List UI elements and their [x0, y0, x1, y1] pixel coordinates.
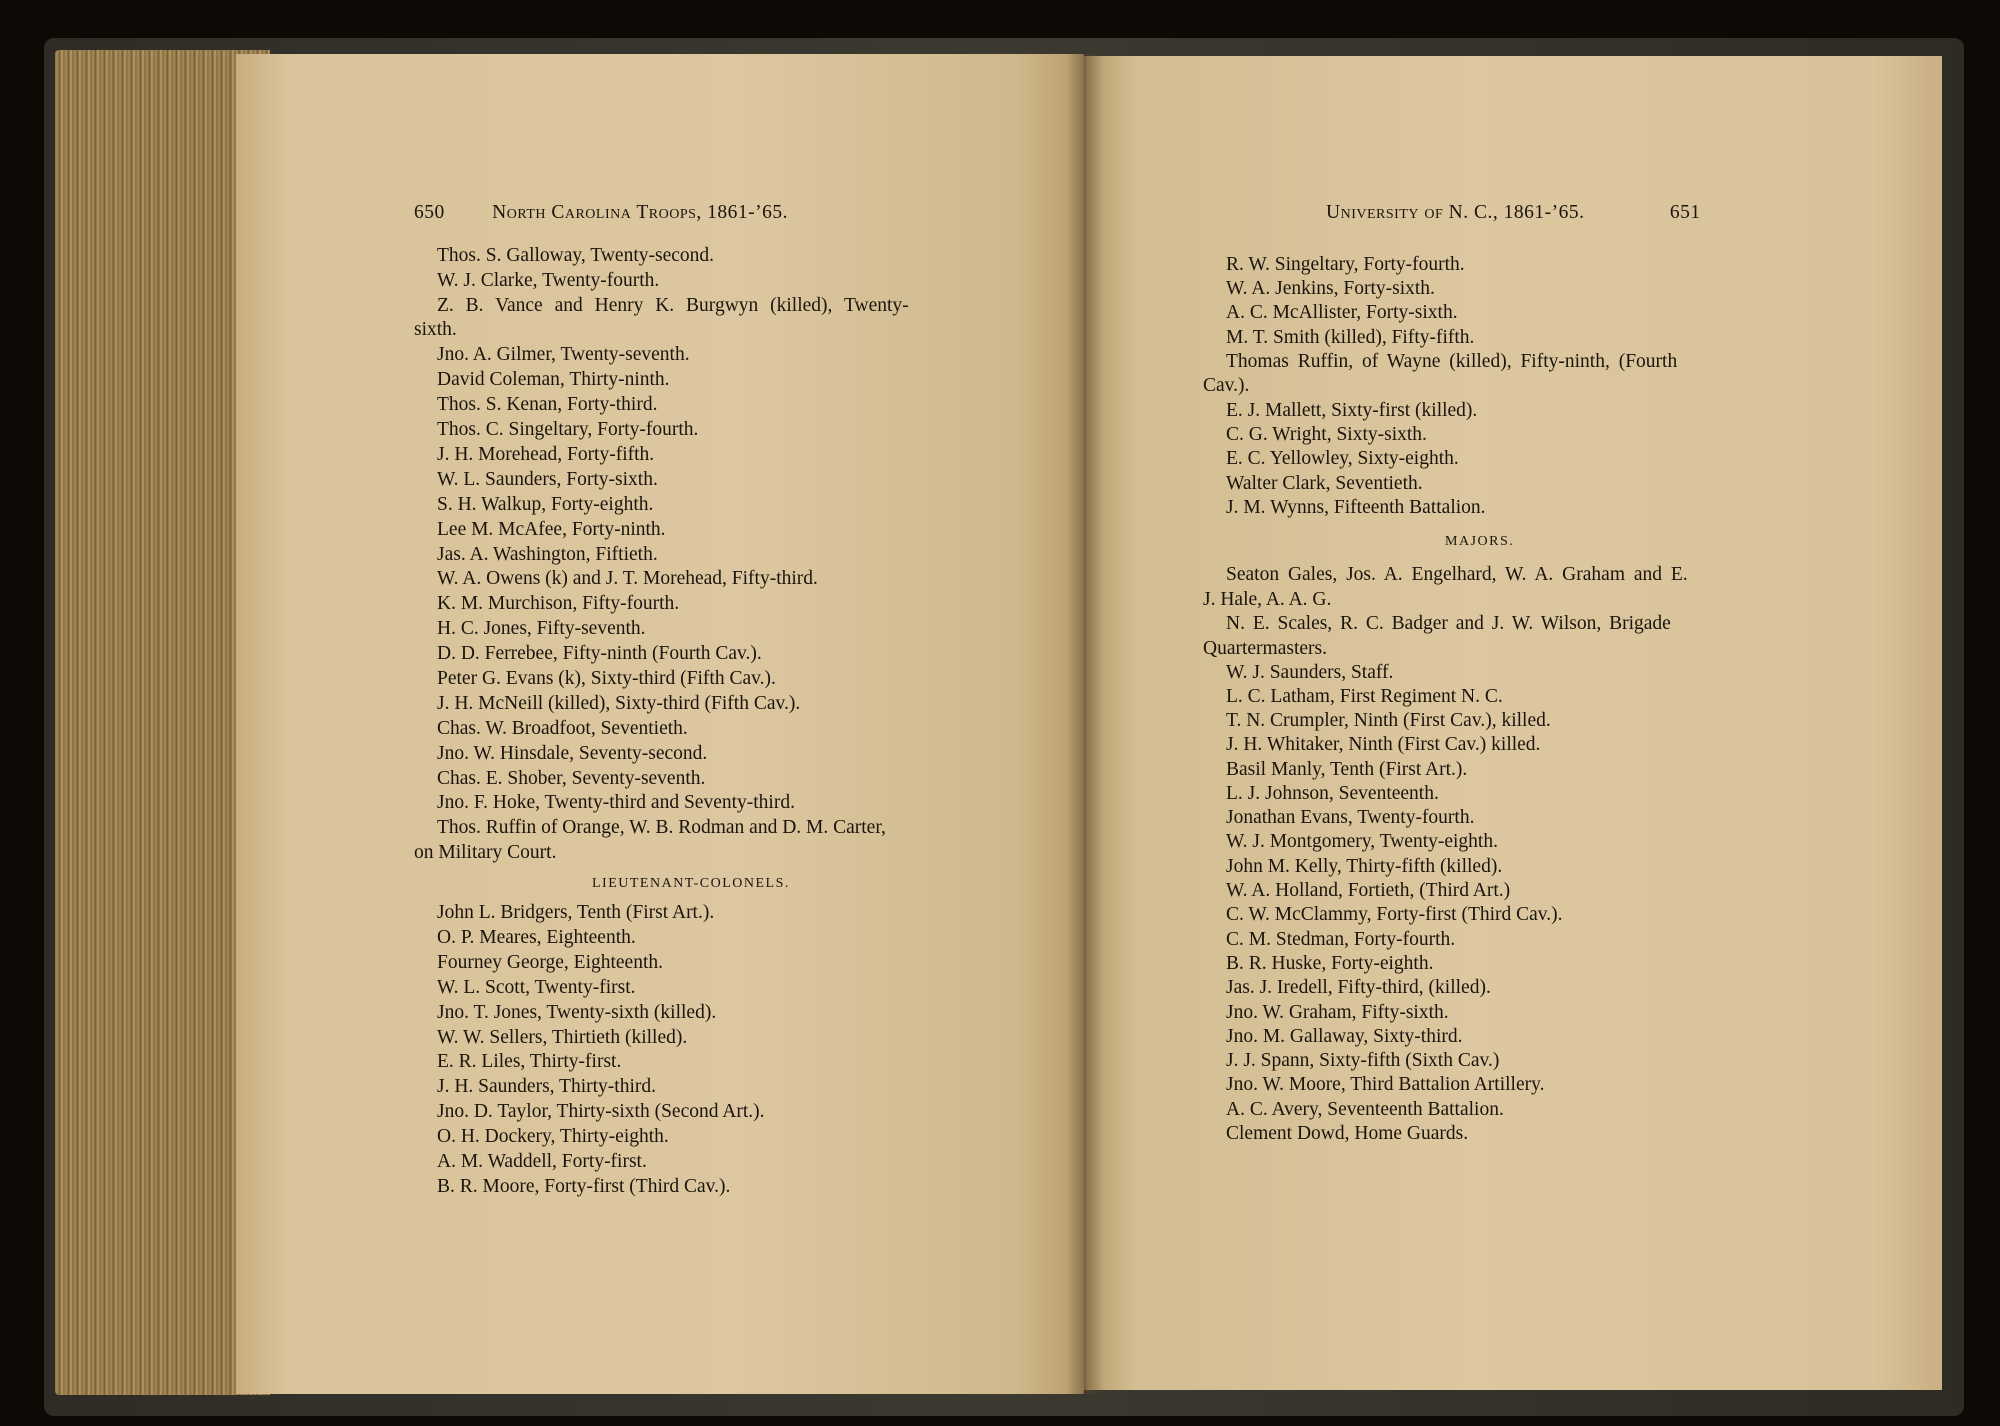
left-running-head-title: North Carolina Troops, 1861-’65.: [492, 202, 789, 223]
text-line: Jonathan Evans, Twenty-fourth.: [1226, 807, 1475, 828]
right-page-number: 651: [1669, 202, 1701, 223]
text-line: J. H. Morehead, Forty-fifth.: [437, 444, 655, 465]
text-line: L. C. Latham, First Regiment N. C.: [1226, 686, 1503, 707]
text-line: Quartermasters.: [1203, 638, 1327, 659]
section-heading: LIEUTENANT-COLONELS.: [592, 876, 790, 891]
text-line: B. R. Moore, Forty-first (Third Cav.).: [437, 1176, 731, 1197]
text-line: A. C. McAllister, Forty-sixth.: [1226, 302, 1458, 323]
text-line: Thos. S. Kenan, Forty-third.: [437, 394, 658, 415]
text-line: Jno. W. Graham, Fifty-sixth.: [1226, 1002, 1449, 1023]
text-line: N. E. Scales, R. C. Badger and J. W. Wilson, Brigade: [1226, 613, 1671, 634]
text-line: A. C. Avery, Seventeenth Battalion.: [1226, 1099, 1504, 1120]
text-line: C. W. McClammy, Forty-first (Third Cav.).: [1226, 904, 1563, 925]
text-line: W. A. Owens (k) and J. T. Morehead, Fifty-third.: [437, 568, 818, 589]
text-line: K. M. Murchison, Fifty-fourth.: [437, 593, 680, 614]
text-line: David Coleman, Thirty-ninth.: [437, 369, 670, 390]
text-line: E. J. Mallett, Sixty-first (killed).: [1226, 400, 1478, 421]
text-line: sixth.: [414, 319, 457, 340]
text-line: L. J. Johnson, Seventeenth.: [1226, 783, 1439, 804]
text-line: Jno. D. Taylor, Thirty-sixth (Second Art.).: [437, 1101, 765, 1122]
text-line: Chas. W. Broadfoot, Seventieth.: [437, 718, 688, 739]
text-line: J. H. Whitaker, Ninth (First Cav.) killed.: [1226, 734, 1541, 755]
text-line: Jno. M. Gallaway, Sixty-third.: [1226, 1026, 1463, 1047]
text-line: W. A. Jenkins, Forty-sixth.: [1226, 278, 1435, 299]
text-line: C. G. Wright, Sixty-sixth.: [1226, 424, 1427, 445]
text-line: M. T. Smith (killed), Fifty-fifth.: [1226, 327, 1475, 348]
right-running-head: [1326, 202, 1701, 224]
text-line: Cav.).: [1203, 375, 1250, 396]
text-line: D. D. Ferrebee, Fifty-ninth (Fourth Cav.).: [437, 643, 762, 664]
text-line: John L. Bridgers, Tenth (First Art.).: [437, 902, 715, 923]
text-line: W. W. Sellers, Thirtieth (killed).: [437, 1027, 688, 1048]
right-running-head-title: University of N. C., 1861-’65.: [1326, 202, 1585, 223]
text-line: Lee M. McAfee, Forty-ninth.: [437, 519, 666, 540]
text-line: Jno. A. Gilmer, Twenty-seventh.: [437, 344, 690, 365]
text-line: Basil Manly, Tenth (First Art.).: [1226, 759, 1468, 780]
text-line: C. M. Stedman, Forty-fourth.: [1226, 929, 1456, 950]
text-line: Thomas Ruffin, of Wayne (killed), Fifty-ninth, (Fourth: [1226, 351, 1678, 372]
text-line: W. L. Saunders, Forty-sixth.: [437, 469, 658, 490]
text-line: O. H. Dockery, Thirty-eighth.: [437, 1126, 669, 1147]
text-line: Chas. E. Shober, Seventy-seventh.: [437, 768, 706, 789]
text-line: J. Hale, A. A. G.: [1203, 589, 1332, 610]
left-running-head: [414, 202, 788, 224]
text-line: Clement Dowd, Home Guards.: [1226, 1123, 1469, 1144]
text-line: J. H. McNeill (killed), Sixty-third (Fifth Cav.).: [437, 693, 801, 714]
text-line: John M. Kelly, Thirty-fifth (killed).: [1226, 856, 1503, 877]
text-line: Walter Clark, Seventieth.: [1226, 473, 1423, 494]
text-line: S. H. Walkup, Forty-eighth.: [437, 494, 654, 515]
text-line: A. M. Waddell, Forty-first.: [437, 1151, 647, 1172]
text-line: Jas. A. Washington, Fiftieth.: [437, 544, 658, 565]
text-line: Z. B. Vance and Henry K. Burgwyn (killed), Twenty-: [437, 295, 909, 316]
text-line: R. W. Singeltary, Forty-fourth.: [1226, 254, 1465, 275]
text-line: Jno. F. Hoke, Twenty-third and Seventy-third.: [437, 792, 795, 813]
left-page-number: 650: [414, 202, 445, 223]
text-line: Jno. W. Hinsdale, Seventy-second.: [437, 743, 708, 764]
text-line: Seaton Gales, Jos. A. Engelhard, W. A. Graham and E.: [1226, 564, 1688, 585]
text-line: W. A. Holland, Fortieth, (Third Art.): [1226, 880, 1511, 901]
text-line: W. J. Saunders, Staff.: [1226, 662, 1394, 683]
text-line: Peter G. Evans (k), Sixty-third (Fifth Cav.).: [437, 668, 776, 689]
book-gutter: [1066, 54, 1104, 1394]
text-line: B. R. Huske, Forty-eighth.: [1226, 953, 1434, 974]
text-line: Jno. W. Moore, Third Battalion Artillery.: [1226, 1074, 1545, 1095]
text-line: Thos. Ruffin of Orange, W. B. Rodman and D. M. Carter,: [437, 817, 886, 838]
text-line: J. H. Saunders, Thirty-third.: [437, 1076, 656, 1097]
text-line: on Military Court.: [414, 842, 557, 863]
text-line: Jno. T. Jones, Twenty-sixth (killed).: [437, 1002, 717, 1023]
text-line: J. J. Spann, Sixty-fifth (Sixth Cav.): [1226, 1050, 1500, 1071]
text-line: W. J. Clarke, Twenty-fourth.: [437, 270, 660, 291]
text-line: O. P. Meares, Eighteenth.: [437, 927, 636, 948]
text-line: Thos. C. Singeltary, Forty-fourth.: [437, 419, 699, 440]
text-line: Fourney George, Eighteenth.: [437, 952, 664, 973]
text-line: E. C. Yellowley, Sixty-eighth.: [1226, 448, 1459, 469]
text-line: T. N. Crumpler, Ninth (First Cav.), killed.: [1226, 710, 1551, 731]
text-line: W. L. Scott, Twenty-first.: [437, 977, 636, 998]
text-line: Jas. J. Iredell, Fifty-third, (killed).: [1226, 977, 1491, 998]
text-line: E. R. Liles, Thirty-first.: [437, 1051, 622, 1072]
text-line: H. C. Jones, Fifty-seventh.: [437, 618, 646, 639]
text-line: J. M. Wynns, Fifteenth Battalion.: [1226, 497, 1486, 518]
text-line: Thos. S. Galloway, Twenty-second.: [437, 245, 715, 266]
section-heading: MAJORS.: [1445, 534, 1515, 549]
text-line: W. J. Montgomery, Twenty-eighth.: [1226, 831, 1498, 852]
